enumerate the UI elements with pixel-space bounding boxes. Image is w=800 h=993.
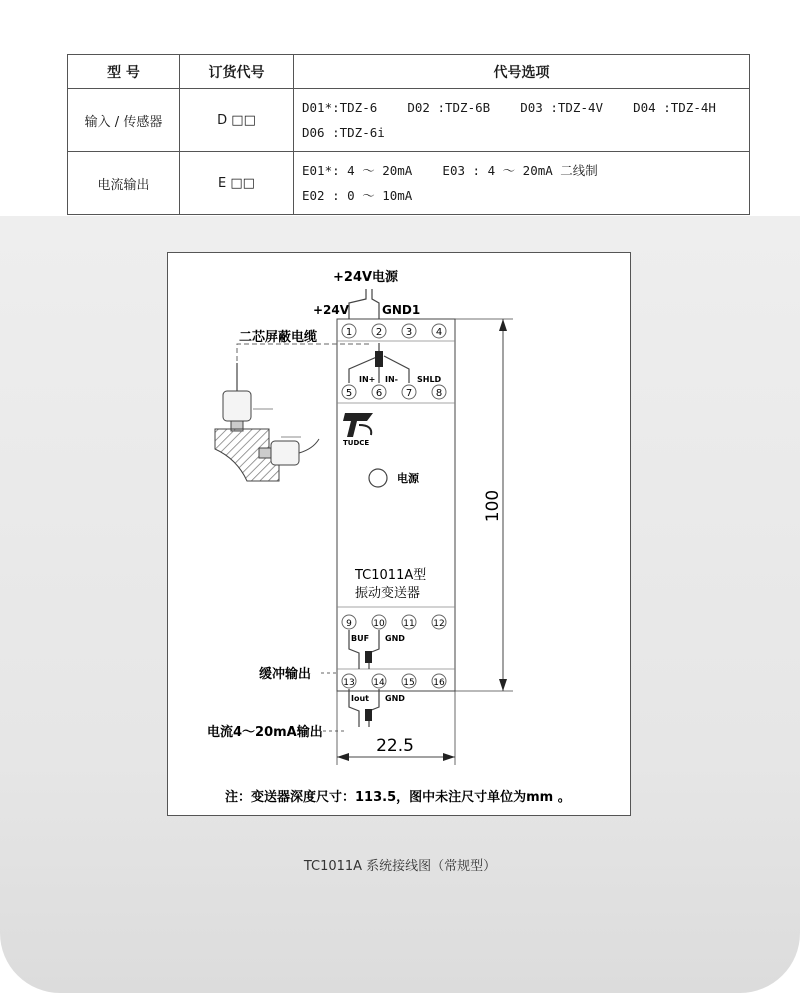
terminal-number: 13 — [343, 678, 355, 688]
terminal-number: 16 — [433, 678, 445, 688]
option-line: E01*: 4 ～ 20mA E03 : 4 ～ 20mA 二线制 — [302, 163, 598, 178]
iout-label: Iout — [351, 694, 369, 703]
header-model: 型 号 — [68, 55, 180, 89]
row-name: 输入 / 传感器 — [68, 89, 180, 152]
buffer-connector — [365, 651, 372, 663]
terminal-number: 4 — [435, 327, 443, 338]
power-supply-label: +24V电源 — [333, 270, 399, 285]
spec-table — [67, 54, 750, 215]
row-options — [294, 152, 750, 215]
row-name: 电流输出 — [68, 152, 180, 215]
in-minus-label: IN- — [385, 375, 398, 384]
terminal-number: 8 — [435, 388, 443, 399]
power-led-icon — [369, 469, 387, 487]
brand-name: TUDCE — [343, 439, 370, 447]
table-row — [68, 152, 750, 215]
current-output-label: 电流4～20mA输出 — [207, 725, 323, 740]
gnd-label-2: GND — [385, 694, 405, 703]
height-value: 100 — [483, 489, 503, 523]
shld-label: SHLD — [417, 375, 442, 384]
terminal-number: 14 — [373, 678, 385, 688]
model-name: TC1011A型 — [355, 568, 427, 583]
header-options: 代号选项 — [294, 55, 750, 89]
option-line: D06 :TDZ-6i — [302, 125, 385, 140]
terminal-number: 6 — [375, 388, 383, 399]
dimension-note: 注：变送器深度尺寸：113.5，图中未注尺寸单位为mm 。 — [225, 790, 571, 805]
buffer-output-label: 缓冲输出 — [259, 667, 312, 682]
in-plus-label: IN+ — [359, 375, 376, 384]
option-line: D01*:TDZ-6 D02 :TDZ-6B D03 :TDZ-4V D04 :TDZ-4H — [302, 100, 716, 115]
wiring-diagram-frame — [167, 252, 631, 816]
model-type: 振动变送器 — [355, 586, 421, 601]
terminal-number: 7 — [405, 388, 413, 399]
terminal-number: 12 — [433, 619, 445, 629]
terminal-number: 1 — [345, 327, 353, 338]
terminal-number: 5 — [345, 388, 353, 399]
cable-connector — [375, 351, 383, 367]
wiring-diagram — [168, 253, 630, 815]
power-led-label: 电源 — [397, 472, 419, 485]
power-wires — [349, 289, 379, 321]
plus24v-label: +24V — [313, 303, 350, 317]
row-code: E □□ — [180, 152, 294, 215]
terminal-number: 10 — [373, 619, 385, 629]
cable-label: 二芯屏蔽电缆 — [239, 330, 318, 345]
buf-label: BUF — [351, 634, 370, 643]
terminal-number: 11 — [403, 619, 415, 629]
table-row — [68, 89, 750, 152]
table-header-row — [68, 55, 750, 89]
row-code: D □□ — [180, 89, 294, 152]
gnd1-label: GND1 — [382, 303, 421, 317]
terminal-number: 15 — [403, 678, 415, 688]
width-value: 22.5 — [376, 736, 414, 756]
current-connector — [365, 709, 372, 721]
sensor-illustration — [215, 363, 319, 481]
terminal-number: 9 — [346, 619, 352, 629]
row-options — [294, 89, 750, 152]
terminal-number: 3 — [405, 327, 413, 338]
gnd-label: GND — [385, 634, 405, 643]
height-dimension — [455, 319, 513, 691]
header-order-code: 订货代号 — [180, 55, 294, 89]
terminal-number: 2 — [375, 327, 383, 338]
option-line: E02 : 0 ～ 10mA — [302, 188, 413, 203]
figure-caption: TC1011A 系统接线图（常规型） — [303, 859, 497, 874]
